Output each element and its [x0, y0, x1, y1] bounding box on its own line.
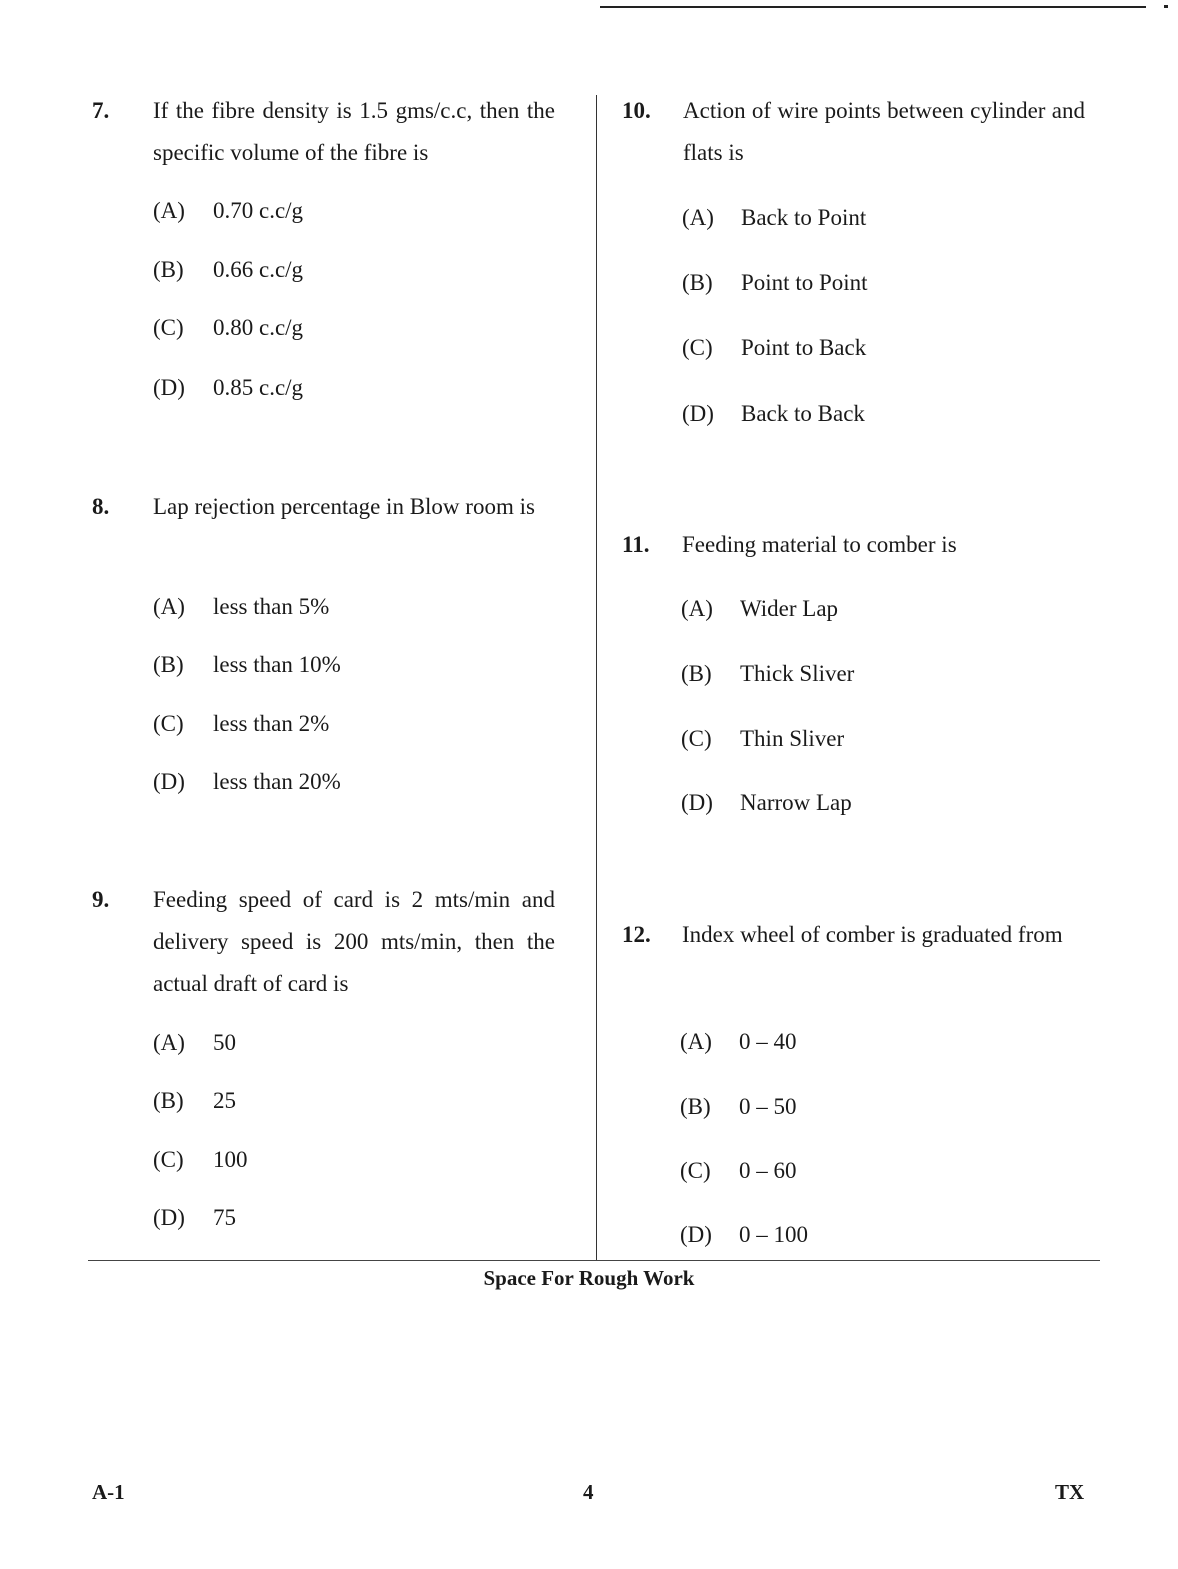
option-b[interactable]: [153, 652, 341, 678]
top-dot: [1164, 5, 1168, 8]
option-label: (A): [153, 198, 185, 223]
option-d[interactable]: [153, 375, 304, 401]
option-text: 0 – 50: [739, 1094, 797, 1119]
question-number: 8.: [92, 494, 110, 519]
question-stem: Feeding material to comber is: [682, 532, 957, 557]
option-label: (C): [153, 315, 184, 340]
question-stem: If the fibre density is 1.5 gms/c.c, then the specific volume of the fibre is: [153, 98, 555, 165]
option-text: Thick Sliver: [740, 661, 855, 686]
option-label: (A): [153, 1030, 185, 1055]
option-text: 0.80 c.c/g: [213, 315, 304, 340]
question-stem: Feeding speed of card is 2 mts/min and delivery speed is 200 mts/min, then the actual draft of card is: [153, 887, 555, 996]
question-number: 11.: [622, 532, 650, 557]
option-text: Wider Lap: [740, 596, 839, 621]
option-label: (B): [153, 1088, 184, 1113]
option-text: 25: [213, 1088, 236, 1113]
option-label: (D): [153, 1205, 185, 1230]
option-a[interactable]: [153, 198, 304, 224]
option-label: (A): [680, 1029, 712, 1054]
option-label: (B): [680, 1094, 711, 1119]
option-text: 0.85 c.c/g: [213, 375, 304, 400]
option-b[interactable]: [681, 661, 855, 687]
option-d[interactable]: [681, 790, 852, 816]
option-label: (A): [153, 594, 185, 619]
option-d[interactable]: [153, 769, 341, 795]
option-text: less than 20%: [213, 769, 341, 794]
option-text: 0.66 c.c/g: [213, 257, 304, 282]
bottom-rule: [88, 1260, 1100, 1261]
option-text: less than 5%: [213, 594, 330, 619]
option-label: (C): [681, 726, 712, 751]
option-text: 75: [213, 1205, 236, 1230]
option-text: Point to Back: [741, 335, 867, 360]
option-label: (D): [682, 401, 714, 426]
option-label: (C): [153, 1147, 184, 1172]
option-b[interactable]: [680, 1094, 797, 1120]
option-label: (C): [680, 1158, 711, 1183]
option-b[interactable]: [153, 257, 304, 283]
option-text: Back to Point: [741, 205, 867, 230]
option-label: (D): [153, 769, 185, 794]
option-text: Back to Back: [741, 401, 865, 426]
option-label: (B): [153, 257, 184, 282]
question-stem: Lap rejection percentage in Blow room is: [153, 494, 535, 519]
option-text: 0 – 40: [739, 1029, 797, 1054]
option-label: (D): [680, 1222, 712, 1247]
option-d[interactable]: [682, 401, 865, 427]
top-rule: [600, 6, 1146, 8]
option-c[interactable]: [153, 711, 330, 737]
option-b[interactable]: [682, 270, 868, 296]
column-divider: [596, 95, 597, 1261]
option-a[interactable]: [681, 596, 839, 622]
option-c[interactable]: [680, 1158, 797, 1184]
option-c[interactable]: [153, 315, 304, 341]
option-text: 0 – 100: [739, 1222, 808, 1247]
option-c[interactable]: [682, 335, 867, 361]
option-a[interactable]: [680, 1029, 797, 1055]
option-d[interactable]: [153, 1205, 236, 1231]
option-text: 100: [213, 1147, 248, 1172]
question-number: 7.: [92, 98, 110, 123]
option-a[interactable]: [153, 1030, 236, 1056]
footer-code: A-1: [92, 1480, 125, 1504]
question-number: 12.: [622, 922, 651, 947]
option-label: (D): [153, 375, 185, 400]
option-text: 0.70 c.c/g: [213, 198, 304, 223]
option-b[interactable]: [153, 1088, 236, 1114]
option-a[interactable]: [682, 205, 867, 231]
option-a[interactable]: [153, 594, 330, 620]
question-stem: Action of wire points between cylinder and flats is: [683, 98, 1085, 165]
option-c[interactable]: [681, 726, 845, 752]
option-c[interactable]: [153, 1147, 248, 1173]
page-number: 4: [583, 1480, 594, 1504]
option-text: Thin Sliver: [740, 726, 845, 751]
option-text: less than 2%: [213, 711, 330, 736]
option-label: (B): [682, 270, 713, 295]
option-label: (A): [681, 596, 713, 621]
option-label: (C): [153, 711, 184, 736]
option-text: less than 10%: [213, 652, 341, 677]
question-number: 10.: [622, 98, 651, 123]
option-text: 0 – 60: [739, 1158, 797, 1183]
option-label: (C): [682, 335, 713, 360]
option-label: (B): [681, 661, 712, 686]
option-text: 50: [213, 1030, 236, 1055]
option-d[interactable]: [680, 1222, 808, 1248]
option-text: Point to Point: [741, 270, 868, 295]
option-label: (A): [682, 205, 714, 230]
question-number: 9.: [92, 887, 110, 912]
option-text: Narrow Lap: [740, 790, 852, 815]
option-label: (D): [681, 790, 713, 815]
option-label: (B): [153, 652, 184, 677]
footer-subject: TX: [1055, 1480, 1085, 1504]
rough-work-heading: Space For Rough Work: [483, 1266, 695, 1290]
question-stem: Index wheel of comber is graduated from: [682, 922, 1063, 947]
